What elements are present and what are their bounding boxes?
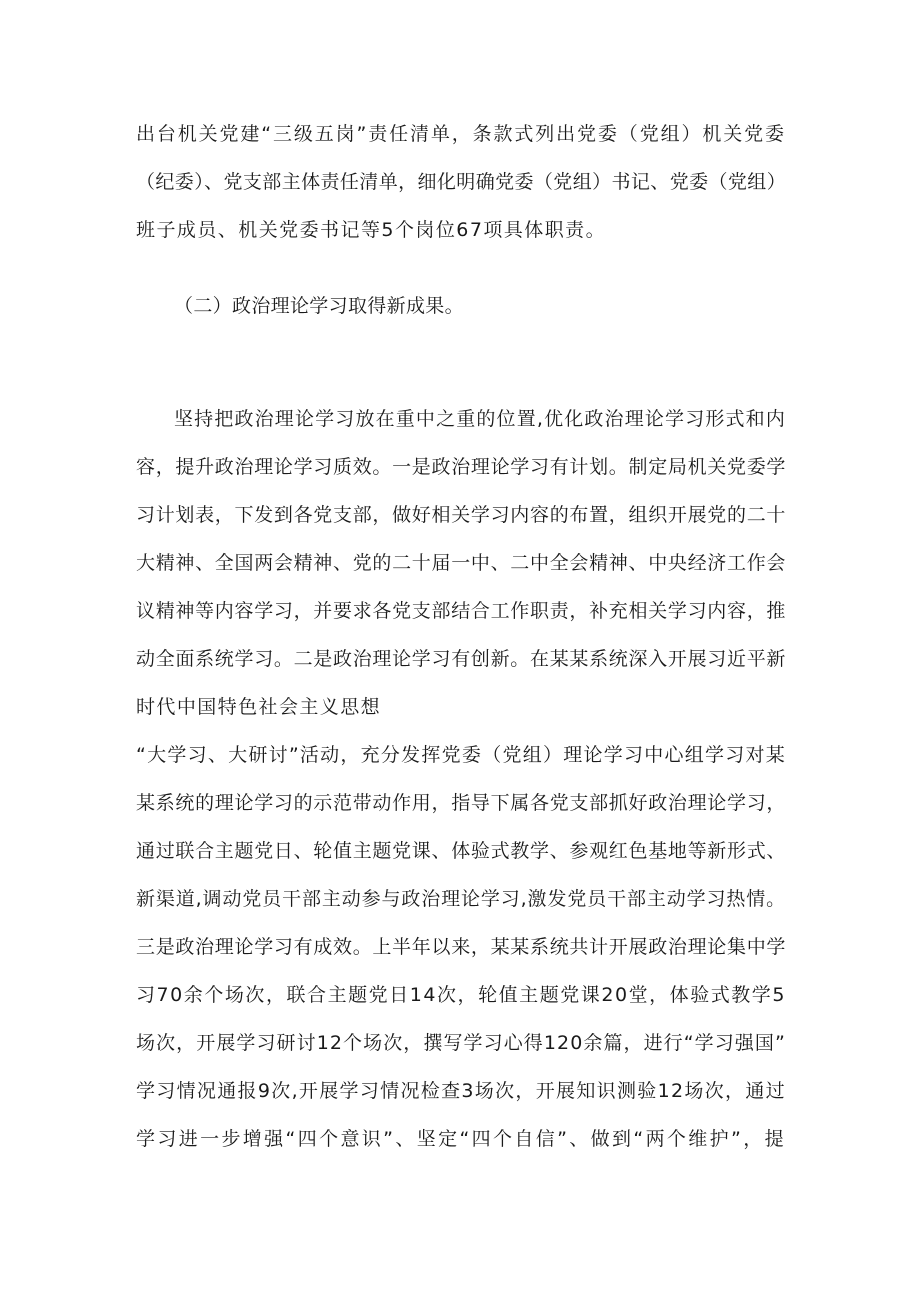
paragraph-line: 班子成员、机关党委书记等5个岗位67项具体职责。 [136,219,607,241]
section-heading: （二）政治理论学习取得新成果。 [174,295,464,317]
paragraph-line: 习计划表，下发到各党支部，做好相关学习内容的布置，组织开展党的二十 [136,504,787,526]
paragraph-line: 出台机关党建“三级五岗”责任清单，条款式列出党委（党组）机关党委 [136,123,786,145]
paragraph-line: 新渠道,调动党员干部主动参与政治理论学习,激发党员干部主动学习热情。 [136,888,787,910]
paragraph-line: （纪委）、党支部主体责任清单，细化明确党委（党组）书记、党委（党组） [136,171,787,193]
paragraph-line: 容，提升政治理论学习质效。一是政治理论学习有计划。制定局机关党委学 [136,456,787,478]
paragraph-line: 议精神等内容学习，并要求各党支部结合工作职责，补充相关学习内容，推 [136,600,787,622]
paragraph-line: 时代中国特色社会主义思想 [136,696,382,718]
paragraph-line: 某系统的理论学习的示范带动作用，指导下属各党支部抓好政治理论学习， [136,792,787,814]
paragraph-line: 三是政治理论学习有成效。上半年以来，某某系统共计开展政治理论集中学 [136,936,787,958]
paragraph-line: 坚持把政治理论学习放在重中之重的位置,优化政治理论学习形式和内 [174,408,787,430]
paragraph-line: 学习进一步增强“四个意识”、坚定“四个自信”、做到“两个维护”，提 [136,1128,786,1150]
paragraph-line: 学习情况通报9次,开展学习情况检查3场次，开展知识测验12场次，通过 [136,1080,786,1102]
paragraph-line: 通过联合主题党日、轮值主题党课、体验式教学、参观红色基地等新形式、 [136,840,787,862]
paragraph-line: 习70余个场次，联合主题党日14次，轮值主题党课20堂，体验式教学5 [136,984,786,1006]
paragraph-line: “大学习、大研讨”活动，充分发挥党委（党组）理论学习中心组学习对某 [136,744,786,766]
paragraph-line: 动全面系统学习。二是政治理论学习有创新。在某某系统深入开展习近平新 [136,648,787,670]
paragraph-line: 场次，开展学习研讨12个场次，撰写学习心得120余篇，进行“学习强国” [136,1032,786,1054]
paragraph-line: 大精神、全国两会精神、党的二十届一中、二中全会精神、中央经济工作会 [136,552,787,574]
